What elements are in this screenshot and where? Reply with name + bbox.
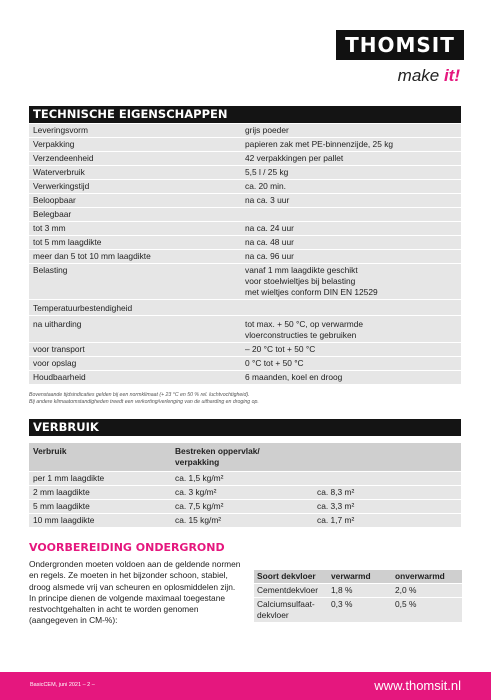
table-row — [29, 371, 461, 385]
row-value: 5,5 l / 25 kg — [245, 167, 289, 177]
table-row — [29, 166, 461, 180]
row-label: Temperatuurbestendigheid — [33, 303, 133, 313]
tagline-accent: it! — [443, 66, 460, 85]
table-header — [29, 443, 461, 472]
table-row — [29, 152, 461, 166]
row-label: Belegbaar — [33, 209, 72, 219]
prep-paragraph: Ondergronden moeten voldoen aan de geldende normen en regels. Ze moeten in het bijzonder schoon, stabiel, droog alsmede vrij van scheuren en oplosmiddelen zijn. In principe dienen de volgende maximaal toegestane restvochtgehalten in acht te worden genomen (aangegeven in CM-%): — [29, 559, 241, 626]
row-value: tot max. + 50 °C, op verwarmde vloerconstructies te gebruiken — [245, 319, 364, 340]
row-label: meer dan 5 tot 10 mm laagdikte — [33, 251, 151, 261]
footnote-line: Bovenstaande tijdsindicaties gelden bij een normklimaat (+ 23 °C en 50 % rel. luchtvochtigheid). — [29, 392, 250, 398]
table-row — [29, 486, 461, 500]
row-label: Beloopbaar — [33, 195, 76, 205]
row-value: 6 maanden, koel en droog — [245, 372, 343, 382]
row-label: Verwerkingstijd — [33, 181, 90, 191]
cell — [313, 472, 461, 485]
header-cell — [371, 443, 461, 471]
table-header — [254, 570, 462, 584]
cell: per 1 mm laagdikte — [33, 473, 105, 483]
row-value: na ca. 3 uur — [245, 195, 290, 205]
table-row — [29, 264, 461, 300]
row-label: tot 5 mm laagdikte — [33, 237, 102, 247]
verbruik-table — [29, 443, 461, 528]
row-label: Verzendeenheid — [33, 153, 94, 163]
row-value: na ca. 24 uur — [245, 223, 294, 233]
row-label: Leveringsvorm — [33, 125, 88, 135]
header-cell: Soort dekvloer — [257, 571, 316, 581]
header-cell: onverwarmd — [395, 571, 445, 581]
thomsit-logo: THOMSIT — [336, 30, 464, 60]
tagline-prefix: make — [397, 66, 444, 85]
cell: 2,0 % — [395, 585, 417, 595]
table-row — [29, 222, 461, 236]
row-value: na ca. 48 uur — [245, 237, 294, 247]
table-row — [29, 357, 461, 371]
table-row — [254, 598, 462, 623]
row-label: Waterverbruik — [33, 167, 85, 177]
cell: Cementdekvloer — [257, 585, 318, 595]
row-value: papieren zak met PE-binnenzijde, 25 kg — [245, 139, 394, 149]
row-value: vanaf 1 mm laagdikte geschikt voor stoelwieltjes bij belasting met wieltjes conform DIN EN 12529 — [245, 265, 378, 297]
cell: 0,3 % — [331, 599, 353, 609]
cell: 2 mm laagdikte — [33, 487, 90, 497]
row-value: 0 °C tot + 50 °C — [245, 358, 304, 368]
cell: Calciumsulfaat- dekvloer — [257, 599, 315, 620]
table-row — [29, 514, 461, 528]
tech-table — [29, 124, 461, 385]
cell: ca. 15 kg/m² — [175, 515, 222, 525]
prep-section-title: VOORBEREIDING ONDERGROND — [29, 541, 225, 554]
row-label: Houdbaarheid — [33, 372, 86, 382]
row-value: 42 verpakkingen per pallet — [245, 153, 344, 163]
table-row — [29, 316, 461, 343]
header-cell: Verbruik — [33, 446, 67, 456]
table-row — [29, 180, 461, 194]
row-value: – 20 °C tot + 50 °C — [245, 344, 316, 354]
cell: ca. 3 kg/m² — [175, 487, 217, 497]
header-cell: verwarmd — [331, 571, 371, 581]
row-label: tot 3 mm — [33, 223, 66, 233]
table-row — [29, 300, 461, 316]
tech-section-title: TECHNISCHE EIGENSCHAPPEN — [29, 106, 461, 123]
cell: 1,8 % — [331, 585, 353, 595]
table-row — [29, 250, 461, 264]
table-row — [29, 343, 461, 357]
cell: ca. 3,3 m² — [317, 501, 355, 511]
row-value — [241, 208, 461, 221]
row-value — [241, 302, 461, 315]
table-row — [29, 124, 461, 138]
table-row — [254, 584, 462, 598]
footer-website-link[interactable]: www.thomsit.nl — [374, 678, 461, 693]
footnote-line: Bij andere klimaatomstandigheden treedt een verkorting/verlenging van de uitharding en droging op. — [29, 399, 259, 405]
table-row — [29, 472, 461, 486]
cell: ca. 1,7 m² — [317, 515, 355, 525]
cell: ca. 8,3 m² — [317, 487, 355, 497]
table-row — [29, 236, 461, 250]
table-row — [29, 138, 461, 152]
row-label: voor opslag — [33, 358, 77, 368]
row-value: na ca. 96 uur — [245, 251, 294, 261]
footer-bar — [0, 672, 491, 700]
table-row — [29, 500, 461, 514]
tech-footnote — [29, 392, 461, 406]
table-row — [29, 208, 461, 222]
verbruik-section-title: VERBRUIK — [29, 419, 461, 436]
moisture-table — [254, 570, 462, 623]
cell: ca. 7,5 kg/m² — [175, 501, 224, 511]
row-value: grijs poeder — [245, 125, 289, 135]
cell: 5 mm laagdikte — [33, 501, 90, 511]
row-label: na uitharding — [33, 319, 82, 329]
tagline — [360, 66, 460, 86]
cell: 0,5 % — [395, 599, 417, 609]
header-cell: Bestreken oppervlak/ verpakking — [175, 446, 260, 467]
row-label: Verpakking — [33, 139, 75, 149]
table-row — [29, 194, 461, 208]
footer-doc-info: BasicCEM, juni 2021 – 2 – — [30, 682, 95, 688]
row-label: voor transport — [33, 344, 85, 354]
cell: ca. 1,5 kg/m² — [175, 473, 224, 483]
cell: 10 mm laagdikte — [33, 515, 95, 525]
row-label: Belasting — [33, 265, 68, 275]
row-value: ca. 20 min. — [245, 181, 286, 191]
